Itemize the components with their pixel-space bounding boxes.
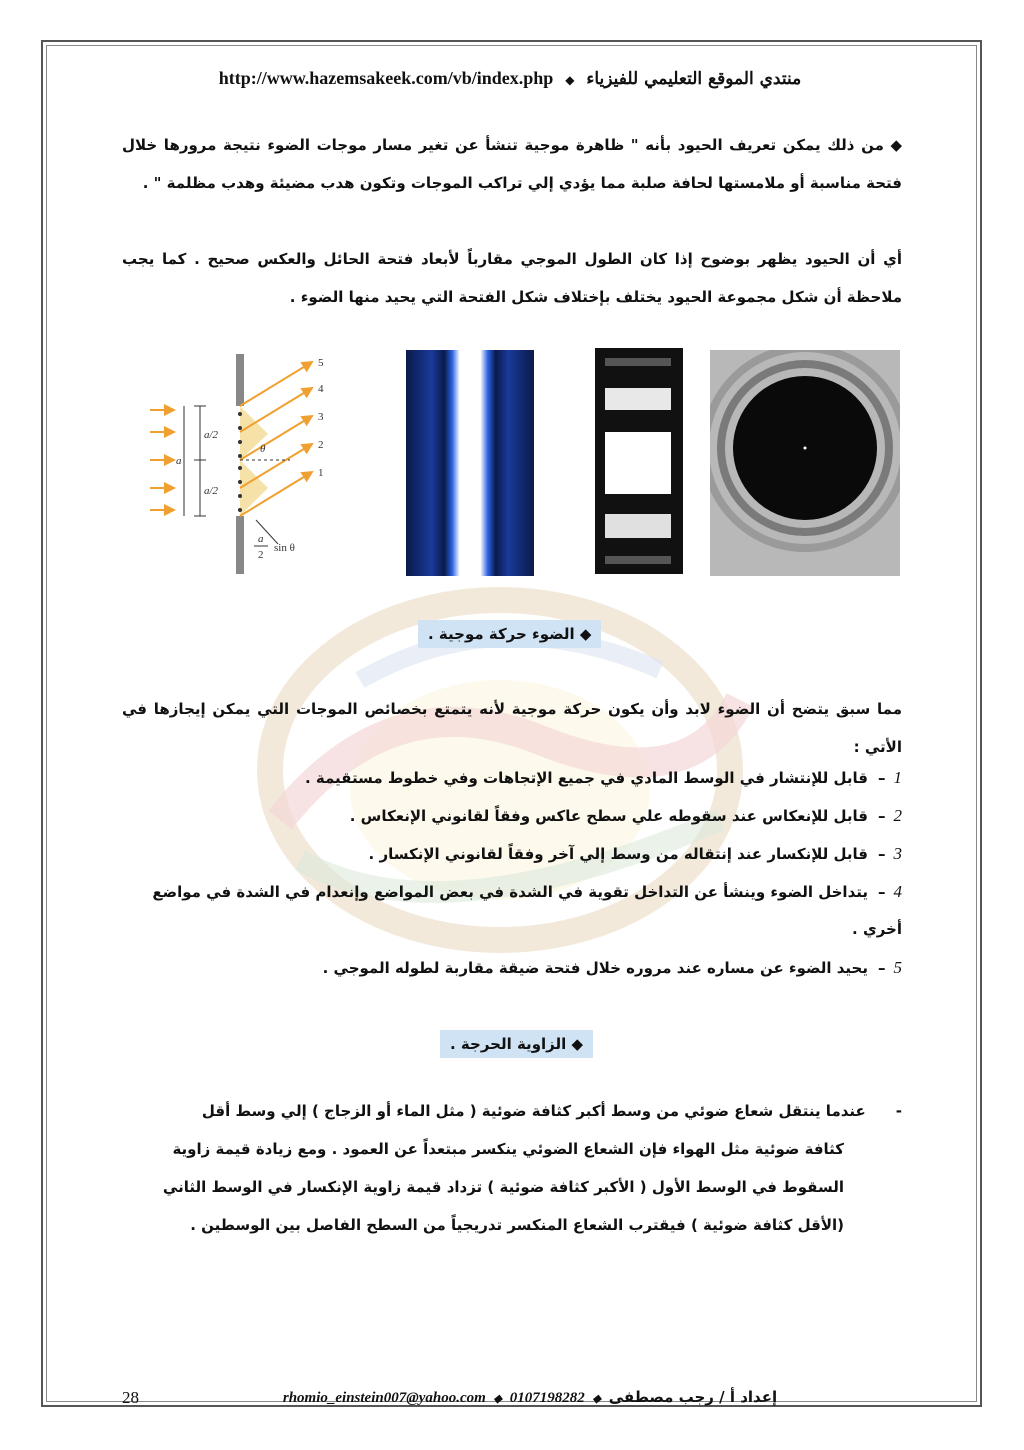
list-item-number: 2 xyxy=(893,806,902,825)
footer-separator: ◆ xyxy=(592,1393,601,1405)
list-item-number: 4 xyxy=(893,882,902,901)
list-item-text: يحيد الضوء عن مساره عند مروره خلال فتحة ضيقة مقاربة لطوله الموجي . xyxy=(322,959,868,977)
line-text: كثافة ضوئية مثل الهواء فإن الشعاع الضوئي ينكسر مبتعداً عن العمود . ومع زيادة قيمة زاوية xyxy=(172,1140,844,1158)
bullet-dash: - xyxy=(895,1102,902,1120)
section-title-critical-angle: ◆ الزاوية الحرجة . xyxy=(440,1030,593,1058)
diffraction-definition-paragraph: ◆ من ذلك يمكن تعريف الحيود بأنه " ظاهرة موجية تنشأ عن تغير مسار موجات الضوء نتيجة مرورها خلال فتحة مناسبة أو ملامستها لحافة صلبة مما يؤدي إلي تراكب الموجات وتكون هدب مضيئة وهدب مظلمة " . xyxy=(122,136,902,192)
ray-label-1: 1 xyxy=(318,467,324,479)
list-item-text: قابل للإنكسار عند إنتقاله من وسط إلي آخر وفقاً لقانوني الإنكسار . xyxy=(368,845,868,863)
list-item-text: قابل للإنعكاس عند سقوطه علي سطح عاكس وفقاً لقانوني الإنعكاس . xyxy=(349,807,868,825)
list-item-text: يتداخل الضوء وينشأ عن التداخل تقوية في الشدة في بعض المواضع وإنعدام في الشدة في مواضع xyxy=(152,883,868,901)
barrier-top xyxy=(236,354,244,406)
list-item xyxy=(122,958,902,978)
ray-label-2: 2 xyxy=(318,439,324,451)
list-item-dash: – xyxy=(878,807,886,825)
ray-label-4: 4 xyxy=(318,383,324,395)
list-item xyxy=(122,844,902,864)
barrier-bottom xyxy=(236,516,244,574)
paragraph-line xyxy=(122,1102,902,1120)
page-number: 28 xyxy=(122,1388,139,1407)
line-text: السقوط في الوسط الأول ( الأكبر كثافة ضوئية ) تزداد قيمة زاوية الإنكسار في الوسط الثاني xyxy=(162,1178,844,1196)
footer-author: إعداد أ / رجب مصطفى xyxy=(608,1388,778,1406)
header-separator: ◆ xyxy=(565,73,575,87)
list-item xyxy=(122,882,902,902)
list-item-dash: – xyxy=(878,959,886,977)
paragraph-line xyxy=(122,1216,844,1234)
diffraction-condition-paragraph: أي أن الحيود يظهر بوضوح إذا كان الطول الموجي مقارباً لأبعاد فتحة الحائل والعكس صحيح . كما يجب ملاحظة أن شكل مجموعة الحيود يختلف بإختلاف شكل الفتحة التي يحيد منها الضوء . xyxy=(122,250,902,306)
list-item-number: 5 xyxy=(893,958,902,977)
half-width-label-lower: a/2 xyxy=(204,485,219,497)
list-item xyxy=(122,768,902,788)
list-item-continuation xyxy=(122,920,902,938)
line-text: (الأقل كثافة ضوئية ) فيقترب الشعاع المنكسر تدريجياً من السطح الفاصل بين الوسطين . xyxy=(190,1216,844,1234)
list-item-dash: – xyxy=(878,883,886,901)
figures-row xyxy=(140,348,902,578)
list-item-number: 3 xyxy=(893,844,902,863)
page-header xyxy=(120,68,900,89)
dimension-lines xyxy=(184,406,278,544)
blue-slit-diffraction-image xyxy=(406,350,534,576)
list-item-text: أخري . xyxy=(852,920,902,938)
light-wave-intro-paragraph: مما سبق يتضح أن الضوء لابد وأن يكون حركة موجية لأنه يتمتع بخصائص الموجات التي يمكن إيجازها في الأتي : xyxy=(122,700,902,756)
ray-label-5: 5 xyxy=(318,357,324,369)
path-diff-sine: sin θ xyxy=(274,542,295,554)
path-diff-numerator: a xyxy=(258,533,264,545)
footer-email[interactable]: rhomio_einstein007@yahoo.com xyxy=(282,1390,486,1406)
list-item-text: قابل للإنتشار في الوسط المادي في جميع الإتجاهات وفي خطوط مستقيمة . xyxy=(304,769,868,787)
list-item-dash: – xyxy=(878,769,886,787)
single-slit-diagram xyxy=(140,348,345,578)
ray-label-3: 3 xyxy=(318,411,324,423)
section-title-light-wave-motion: ◆ الضوء حركة موجية . xyxy=(418,620,601,648)
incident-rays xyxy=(150,410,174,510)
list-item-number: 1 xyxy=(893,768,902,787)
paragraph-line xyxy=(122,1178,844,1196)
list-item-dash: – xyxy=(878,845,886,863)
circular-aperture-diffraction-image xyxy=(710,350,900,576)
paragraph-line xyxy=(122,1140,844,1158)
header-url[interactable]: http://www.hazemsakeek.com/vb/index.php xyxy=(218,68,554,88)
path-diff-denominator: 2 xyxy=(258,549,264,561)
list-item xyxy=(122,806,902,826)
header-forum-name: منتدي الموقع التعليمي للفيزياء xyxy=(586,69,802,89)
fringe-band-image xyxy=(595,348,683,574)
footer-phone: 0107198282 xyxy=(509,1390,585,1406)
footer-separator: ◆ xyxy=(493,1393,503,1405)
angle-label: θ xyxy=(260,443,266,455)
slit-width-label: a xyxy=(176,455,182,467)
line-text: عندما ينتقل شعاع ضوئي من وسط أكبر كثافة ضوئية ( مثل الماء أو الزجاج ) إلي وسط أقل xyxy=(201,1102,866,1120)
page-footer xyxy=(250,1388,810,1407)
half-width-label-upper: a/2 xyxy=(204,429,219,441)
